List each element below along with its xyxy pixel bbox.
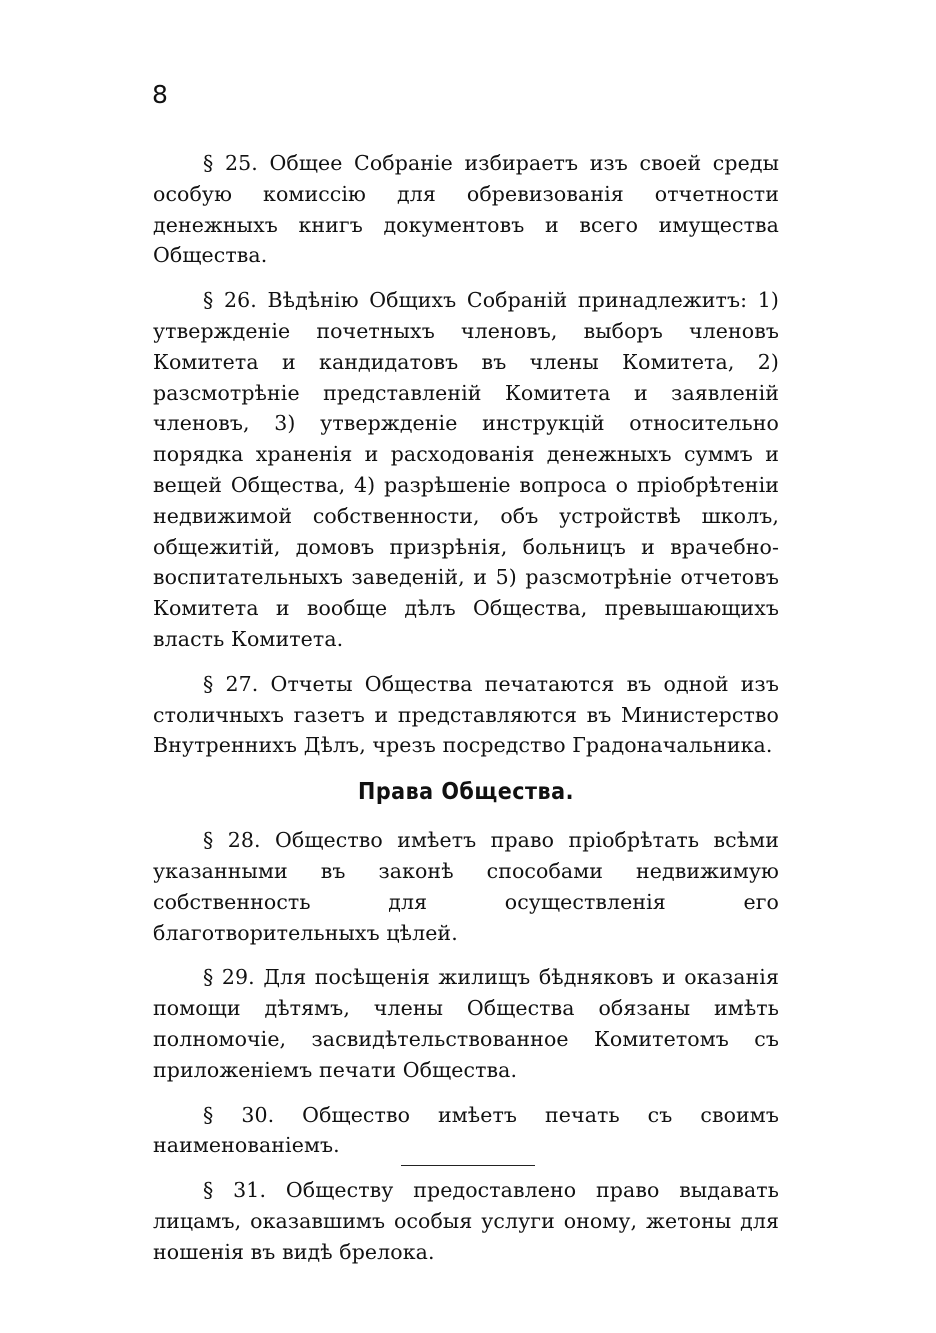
- closing-rule: [401, 1165, 535, 1166]
- page-number: 8: [152, 80, 168, 109]
- paragraph-25: § 25. Общее Собраніе избираетъ изъ своей среды особую комиссію для обревизованія отчетности денежныхъ книгъ документовъ и всего имущества Общества.: [153, 151, 779, 268]
- paragraph-31: § 31. Обществу предоставлено право выдавать лицамъ, оказавшимъ особыя услуги оному, жетоны для ношенія въ видѣ брелока.: [153, 1178, 779, 1264]
- paragraph-27: § 27. Отчеты Общества печатаются въ одной изъ столичныхъ газетъ и представляются въ Министерство Внутреннихъ Дѣлъ, чрезъ посредство Градоначальника.: [153, 671, 779, 758]
- paragraph-29: § 29. Для посѣщенія жилищъ бѣдняковъ и оказанія помощи дѣтямъ, члены Общества обязаны имѣть полномочіе, засвидѣтельствованное Комитетомъ съ приложеніемъ печати Общества.: [153, 965, 779, 1082]
- section-heading: Права Общества.: [358, 779, 574, 806]
- paragraph-30: § 30. Общество имѣетъ печать съ своимъ наименованіемъ.: [153, 1102, 779, 1158]
- paragraph-28: § 28. Общество имѣетъ право пріобрѣтать всѣми указанными въ законѣ способами недвижимую собственность для осуществленія его благотворительныхъ цѣлей.: [153, 828, 779, 945]
- paragraph-26: § 26. Вѣдѣнію Общихъ Собраній принадлежитъ: 1) утвержденіе почетныхъ членовъ, выборъ членовъ Комитета и кандидатовъ въ члены Комитета, 2) разсмотрѣніе представленій Комитета и заявленій членовъ, 3) утвержденіе инструкцій относительно порядка храненія и расходованія денежныхъ суммъ и вещей Общества, 4) разрѣшеніе вопроса о пріобрѣтеніи недвижимой собственности, объ устройствѣ школъ, общежитій, домовъ призрѣнія, больницъ и врачебно-воспитательныхъ заведеній, и 5) разсмотрѣніе отчетовъ Комитета и вообще дѣлъ Общества, превышающихъ власть Комитета.: [153, 288, 779, 651]
- body-text: [153, 148, 779, 1282]
